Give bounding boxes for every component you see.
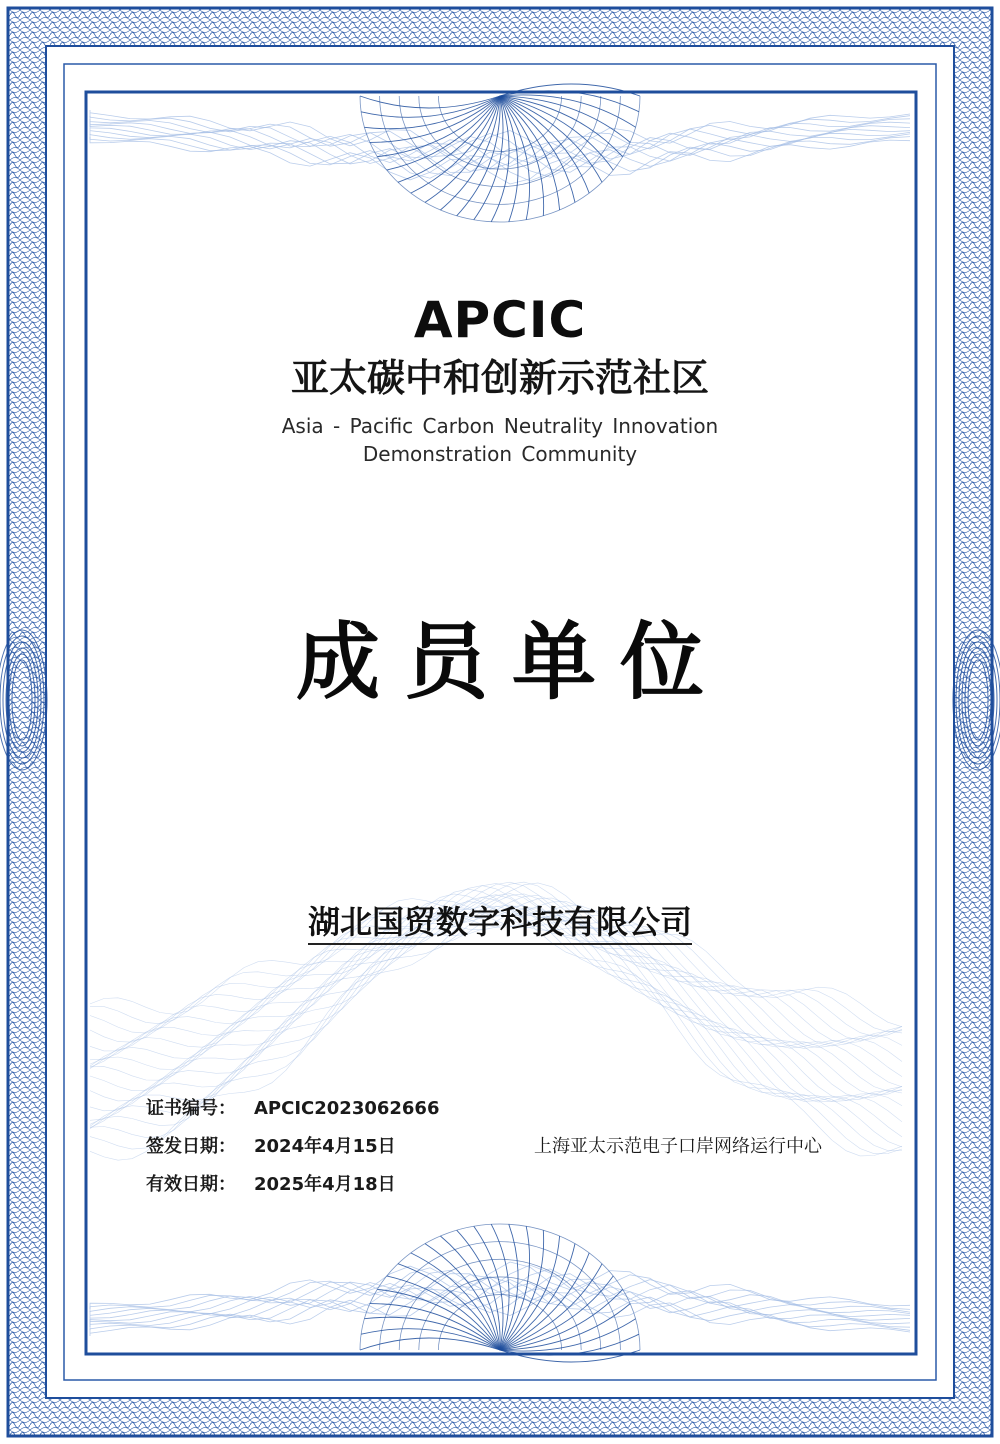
issue-date-label: 签发日期：: [146, 1136, 236, 1157]
company-name-block: [0, 898, 1000, 946]
valid-date-row: [146, 1170, 866, 1208]
company-name: 湖北国贸数字科技有限公司: [308, 903, 692, 945]
valid-date-label: 有效日期：: [146, 1174, 236, 1195]
organization-name-cn: 亚太碳中和创新示范社区: [290, 356, 709, 400]
cert-number-label: 证书编号：: [146, 1098, 236, 1119]
certificate-info: [146, 1094, 866, 1208]
cert-number-row: [146, 1094, 866, 1132]
certificate-title: 成员单位: [295, 613, 728, 711]
organization-name-en-line1: Asia - Pacific Carbon Neutrality Innovation: [281, 414, 719, 438]
valid-date-value: 2025年4月18日: [254, 1174, 396, 1195]
issue-date-row: [146, 1132, 866, 1170]
organization-name-en-line2: Demonstration Community: [362, 442, 638, 466]
brand-title: APCIC: [413, 291, 587, 349]
cert-number-value: APCIC2023062666: [254, 1098, 440, 1119]
header-block: [0, 290, 1000, 468]
issue-date-value: 2024年4月15日: [254, 1136, 396, 1157]
issuer-name: 上海亚太示范电子口岸网络运行中心: [534, 1136, 822, 1157]
